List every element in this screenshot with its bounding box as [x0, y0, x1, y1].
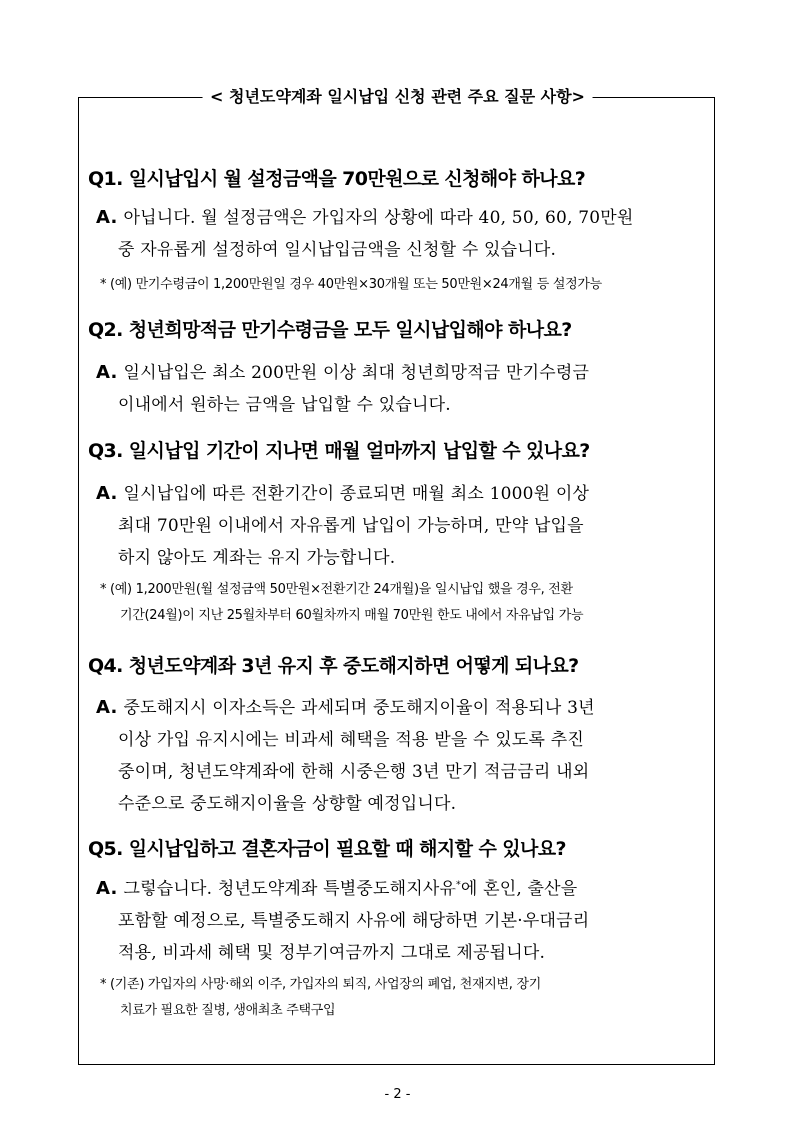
answer-2-line-2: 이내에서 원하는 금액을 납입할 수 있습니다.	[118, 395, 451, 415]
note-3-line-1: * (예) 1,200만원(월 설정금액 50만원×전환기간 24개월)을 일시납입 했을 경우, 전환	[100, 582, 573, 597]
answer-label: A.	[96, 362, 118, 383]
answer-3-line-3: 하지 않아도 계좌는 유지 가능합니다.	[118, 548, 396, 568]
note-5	[100, 972, 710, 1024]
answer-5-line-3: 적용, 비과세 혜택 및 정부기여금까지 그대로 제공됩니다.	[118, 943, 546, 963]
answer-label: A.	[96, 878, 118, 899]
note-3	[100, 577, 710, 629]
answer-4-line-4: 수준으로 중도해지이율을 상향할 예정입니다.	[118, 794, 457, 814]
answer-3-line-1: A. 일시납입에 따른 전환기간이 종료되면 매월 최소 1000원 이상	[96, 483, 590, 504]
footnote-marker: *	[456, 880, 461, 891]
note-1-line-1: * (예) 만기수령금이 1,200만원일 경우 40만원×30개월 또는 50만원×24개월 등 설정가능	[100, 277, 602, 292]
question-3: Q3. 일시납입 기간이 지나면 매월 얼마까지 납입할 수 있나요?	[88, 440, 590, 462]
page-number: - 2 -	[384, 1087, 411, 1102]
question-4: Q4. 청년도약계좌 3년 유지 후 중도해지하면 어떻게 되나요?	[88, 655, 579, 677]
note-5-line-1: * (기존) 가입자의 사망·해외 이주, 가입자의 퇴직, 사업장의 폐업, 천재지변, 장기	[100, 977, 541, 992]
answer-1-line-1: A. 아닙니다. 월 설정금액은 가입자의 상황에 따라 40, 50, 60, 70만원	[96, 207, 634, 228]
answer-2	[96, 357, 708, 421]
answer-label: A.	[96, 207, 118, 228]
box-title: < 청년도약계좌 일시납입 신청 관련 주요 질문 사항>	[202, 86, 593, 108]
answer-2-line-1: A. 일시납입은 최소 200만원 이상 최대 청년희망적금 만기수령금	[96, 362, 590, 383]
answer-5-line-2: 포함할 예정으로, 특별중도해지 사유에 해당하면 기본·우대금리	[118, 911, 590, 931]
note-1	[100, 272, 710, 298]
answer-label: A.	[96, 697, 118, 718]
answer-1	[96, 202, 708, 266]
answer-4-line-2: 이상 가입 유지시에는 비과세 혜택을 적용 받을 수 있도록 추진	[118, 730, 584, 750]
note-3-line-2: 기간(24월)이 지난 25월차부터 60월차까지 매월 70만원 한도 내에서 자유납입 가능	[120, 608, 584, 623]
note-5-line-2: 치료가 필요한 질병, 생애최초 주택구입	[120, 1003, 336, 1018]
answer-1-line-2: 중 자유롭게 설정하여 일시납입금액을 신청할 수 있습니다.	[118, 240, 557, 260]
question-1: Q1. 일시납입시 월 설정금액을 70만원으로 신청해야 하나요?	[88, 168, 586, 190]
question-5: Q5. 일시납입하고 결혼자금이 필요할 때 해지할 수 있나요?	[88, 838, 566, 860]
answer-label: A.	[96, 483, 118, 504]
answer-5	[96, 873, 708, 969]
answer-4-line-3: 중이며, 청년도약계좌에 한해 시중은행 3년 만기 적금금리 내외	[118, 762, 590, 782]
answer-4	[96, 692, 708, 820]
answer-4-line-1: A. 중도해지시 이자소득은 과세되며 중도해지이율이 적용되나 3년	[96, 697, 595, 718]
question-2: Q2. 청년희망적금 만기수령금을 모두 일시납입해야 하나요?	[88, 319, 572, 341]
answer-3-line-2: 최대 70만원 이내에서 자유롭게 납입이 가능하며, 만약 납입을	[118, 516, 584, 536]
answer-3	[96, 478, 708, 574]
answer-5-line-1: A. 그렇습니다. 청년도약계좌 특별중도해지사유*에 혼인, 출산을	[96, 878, 578, 899]
